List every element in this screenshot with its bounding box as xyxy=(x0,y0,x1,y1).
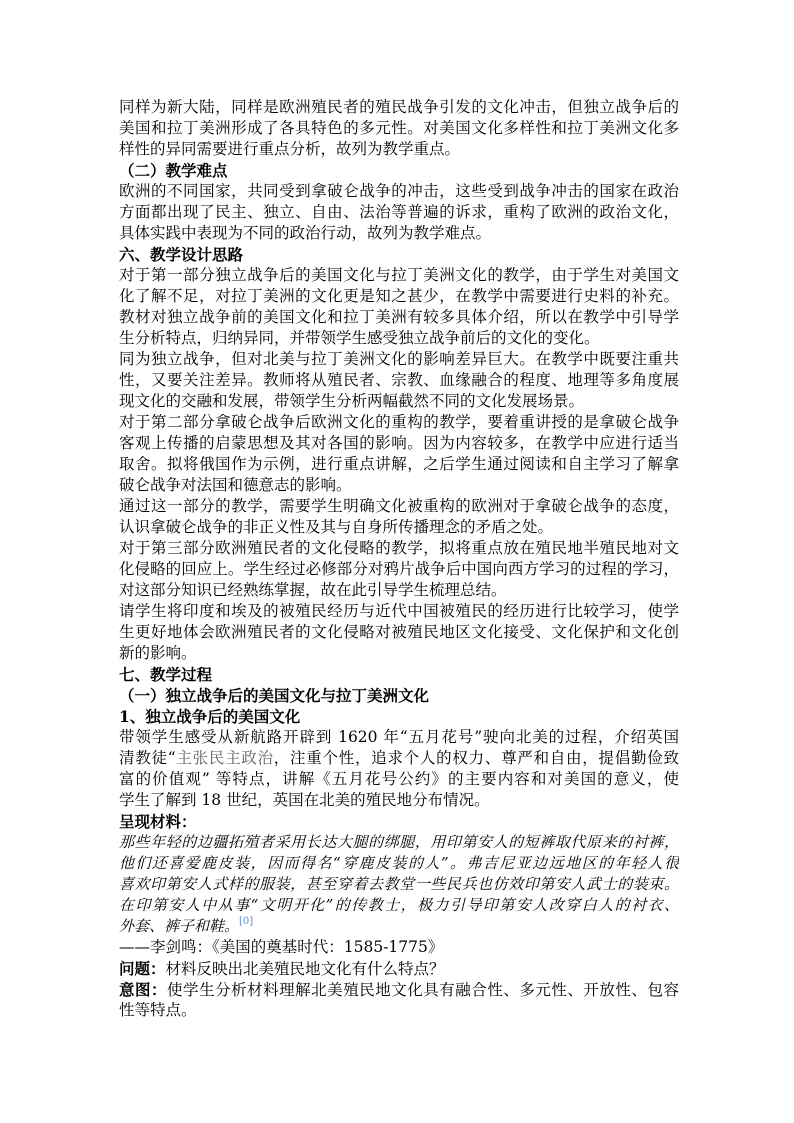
section-teaching-difficulty xyxy=(119,160,679,244)
text-run: 外套、裤子和鞋。 xyxy=(119,917,240,935)
intent-line xyxy=(119,979,679,1000)
paragraph-line: 通过这一部分的教学，需要学生明确文化被重构的欧洲对于拿破仑战争的态度， xyxy=(119,497,679,515)
paragraph-line: 化了解不足，对拉丁美洲的文化更是知之甚少，在教学中需要进行史料的补充。 xyxy=(119,287,679,305)
heading-topic-one: 1、独立战争后的美国文化 xyxy=(119,707,301,726)
question-text: 材料反映出北美殖民地文化有什么特点？ xyxy=(165,960,445,978)
paragraph-line: 美国和拉丁美洲形成了各具特色的多元性。对美国文化多样性和拉丁美洲文化多 xyxy=(119,119,679,137)
paragraph xyxy=(119,307,679,349)
paragraph-line: 具体实践中表现为不同的政治行动，故列为教学难点。 xyxy=(119,224,492,242)
intro-paragraph xyxy=(119,727,679,811)
paragraph xyxy=(119,496,679,538)
paragraph-line: 带领学生感受从新航路开辟到 1620 年“五月花号”驶向北美的过程，介绍英国 xyxy=(119,728,679,746)
quote-source: ——李剑鸣：《美国的奠基时代：1585-1775》 xyxy=(119,938,444,956)
paragraph-line: 对这部分知识已经熟练掌握，故在此引导学生梳理总结。 xyxy=(119,581,507,599)
paragraph-line: 学生了解到 18 世纪，英国在北美的殖民地分布情况。 xyxy=(119,791,490,809)
paragraph-line: 现文化的交融和发展，带领学生分析两幅截然不同的文化发展场景。 xyxy=(119,392,585,410)
material-label: 呈现材料： xyxy=(119,812,197,831)
paragraph-line: 样性的异同需要进行重点分析，故列为教学重点。 xyxy=(119,140,461,158)
paragraph-line: 生更好地体会欧洲殖民者的文化侵略对被殖民地区文化接受、文化保护和文化创 xyxy=(119,623,679,641)
quote-line: 在印第安人中从事“文明开化”的传教士，极力引导印第安人改穿白人的衬衣、 xyxy=(119,896,679,914)
section-teaching-process xyxy=(119,664,679,1021)
paragraph-line: 同样为新大陆，同样是欧洲殖民者的殖民战争引发的文化冲击，但独立战争后的 xyxy=(119,98,679,116)
quote-line: 喜欢印第安人式样的服装，甚至穿着去教堂一些民兵也仿效印第安人武士的装束。 xyxy=(119,875,679,893)
document-body xyxy=(119,97,679,1021)
paragraph xyxy=(119,601,679,664)
paragraph xyxy=(119,412,679,496)
paragraph-line: 方面都出现了民主、独立、自由、法治等普遍的诉求，重构了欧洲的政治文化， xyxy=(119,203,679,221)
paragraph-line: 请学生将印度和埃及的被殖民经历与近代中国被殖民的经历进行比较学习，使学 xyxy=(119,602,679,620)
paragraph-line xyxy=(119,748,679,769)
heading-design-approach: 六、教学设计思路 xyxy=(119,245,244,264)
heading-part-one: （一）独立战争后的美国文化与拉丁美洲文化 xyxy=(119,686,430,705)
question-line xyxy=(119,958,679,979)
intent-line: 性等特点。 xyxy=(119,1001,197,1019)
paragraph-line: 认识拿破仑战争的非正义性及其与自身所传播理念的矛盾之处。 xyxy=(119,518,554,536)
paragraph-line: 对于第二部分拿破仑战争后欧洲文化的重构的教学，要着重讲授的是拿破仑战争 xyxy=(119,413,679,431)
paragraph-line: 同为独立战争，但对北美与拉丁美洲文化的影响差异巨大。在教学中既要注重共 xyxy=(119,350,679,368)
section-teaching-focus-continued xyxy=(119,97,679,160)
intent-label: 意图： xyxy=(119,980,168,999)
highlighted-phrase: 主张民主政治 xyxy=(175,749,274,767)
quote-line xyxy=(119,916,679,937)
paragraph-line: 性，又要关注差异。教师将从殖民者、宗教、血缘融合的程度、地理等多角度展 xyxy=(119,371,679,389)
section-design-approach xyxy=(119,244,679,664)
paragraph xyxy=(119,265,679,307)
paragraph-line: 富的价值观” 等特点，讲解《五月花号公约》的主要内容和对美国的意义，使 xyxy=(119,770,679,788)
paragraph-line: 客观上传播的启蒙思想及其对各国的影响。因为内容较多，在教学中应进行适当 xyxy=(119,434,679,452)
paragraph-line: 破仑战争对法国和德意志的影响。 xyxy=(119,476,352,494)
question-label: 问题： xyxy=(119,959,166,978)
paragraph xyxy=(119,349,679,412)
paragraph-line: 化侵略的回应上。学生经过必修部分对鸦片战争后中国向西方学习的过程的学习， xyxy=(119,560,679,578)
text-run: ，注重个性，追求个人的权力、尊严和自由，提倡勤俭致 xyxy=(273,749,679,767)
footnote-reference-link[interactable]: [0] xyxy=(239,916,254,927)
heading-teaching-difficulty: （二）教学难点 xyxy=(119,161,228,180)
paragraph-line: 欧洲的不同国家，共同受到拿破仑战争的冲击，这些受到战争冲击的国家在政治 xyxy=(119,182,679,200)
quote-line: 那些年轻的边疆拓殖者采用长达大腿的绑腿，用印第安人的短裤取代原来的衬裤， xyxy=(119,833,679,851)
paragraph-line: 对于第一部分独立战争后的美国文化与拉丁美洲文化的教学，由于学生对美国文 xyxy=(119,266,679,284)
paragraph-line: 新的影响。 xyxy=(119,644,197,662)
paragraph-line: 对于第三部分欧洲殖民者的文化侵略的教学，拟将重点放在殖民地半殖民地对文 xyxy=(119,539,679,557)
text-run: 清教徒“ xyxy=(119,749,176,767)
paragraph-line: 教材对独立战争前的美国文化和拉丁美洲有较多具体介绍，所以在教学中引导学 xyxy=(119,308,679,326)
quote-block xyxy=(119,832,679,937)
quote-line: 他们还喜爱鹿皮装，因而得名“穿鹿皮装的人”。弗吉尼亚边远地区的年轻人很 xyxy=(119,854,679,872)
heading-teaching-process: 七、教学过程 xyxy=(119,665,213,684)
intent-text: 使学生分析材料理解北美殖民地文化具有融合性、多元性、开放性、包容 xyxy=(167,981,679,999)
intent-paragraph xyxy=(119,979,679,1021)
paragraph-line: 生分析特点，归纳异同，并带领学生感受独立战争前后的文化的变化。 xyxy=(119,329,600,347)
paragraph xyxy=(119,538,679,601)
paragraph-line: 取舍。拟将俄国作为示例，进行重点讲解，之后学生通过阅读和自主学习了解拿 xyxy=(119,455,679,473)
